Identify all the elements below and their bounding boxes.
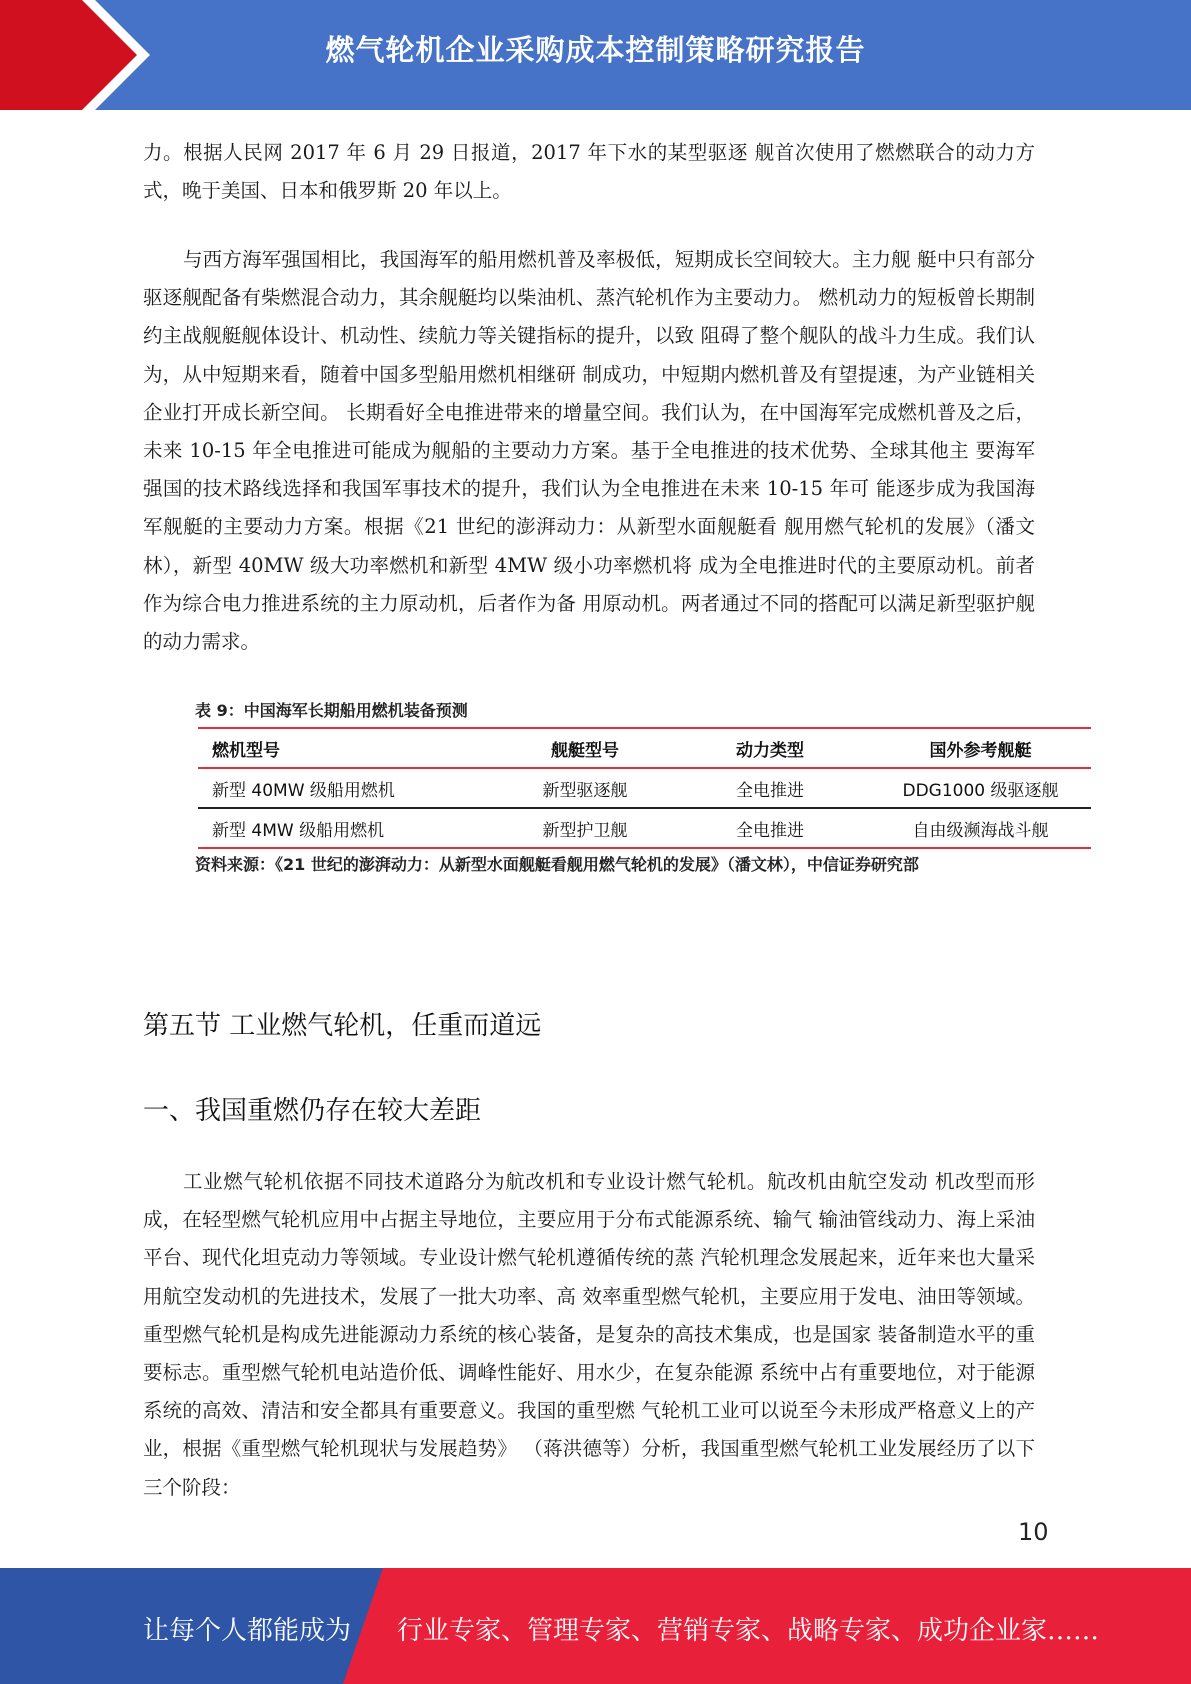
table-header-cell: 燃机型号 [198,728,500,768]
table-cell: 新型护卫舰 [500,808,670,848]
paragraph-3: 工业燃气轮机依据不同技术道路分为航改机和专业设计燃气轮机。航改机由航空发动 机改型而形成，在轻型燃气轮机应用中占据主导地位，主要应用于分布式能源系统、输气 输油管线动力、海上采油平台、现代化坦克动力等领域。专业设计燃气轮机遵循传统的蒸 汽轮机理念发展起来，近年来也大量采用航空发动机的先进技术，发展了一批大功率、高 效率重型燃气轮机，主要应用于发电、油田等领域。 重型燃气轮机是构成先进能源动力系统的核心装备，是复杂的高技术集成，也是国家 装备制造水平的重要标志。重型燃气轮机电站造价低、调峰性能好、用水少，在复杂能源 系统中占有重要地位，对于能源系统的高效、清洁和安全都具有重要意义。我国的重型燃 气轮机工业可以说至今未形成严格意义上的产业，根据《重型燃气轮机现状与发展趋势》 （蒋洪德等）分析，我国重型燃气轮机工业发展经历了以下三个阶段： [143,1170,1035,1499]
table-cell: 自由级濒海战斗舰 [870,808,1091,848]
table-row [198,808,1091,848]
table-header-row [198,728,1091,768]
table-cell: 新型 40MW 级船用燃机 [198,768,500,808]
table-row [198,768,1091,808]
footer-slogan-left: 让每个人都能成为 [143,1616,352,1646]
footer-slogan-right: 行业专家、管理专家、营销专家、战略专家、成功企业家…… [397,1616,1100,1646]
table-cell: 新型驱逐舰 [500,768,670,808]
subsection-heading: 一、我国重燃仍存在较大差距 [143,1096,482,1126]
table-cell: 新型 4MW 级船用燃机 [198,808,500,848]
section-heading: 第五节 工业燃气轮机，任重而道远 [143,1011,542,1041]
table-cell: 全电推进 [670,808,870,848]
table-header-cell: 舰艇型号 [500,728,670,768]
table-cell: 全电推进 [670,768,870,808]
page-header [0,0,1191,110]
forecast-table [198,727,1091,849]
table-header-cell: 动力类型 [670,728,870,768]
paragraph-1: 力。根据人民网 2017 年 6 月 29 日报道，2017 年下水的某型驱逐 舰首次使用了燃燃联合的动力方式，晚于美国、日本和俄罗斯 20 年以上。 [143,141,1035,203]
table-header-cell: 国外参考舰艇 [870,728,1091,768]
page-number: 10 [1018,1518,1049,1546]
table-cell: DDG1000 级驱逐舰 [870,768,1091,808]
report-title: 燃气轮机企业采购成本控制策略研究报告 [325,33,866,67]
table-source: 资料来源：《21 世纪的澎湃动力：从新型水面舰艇看舰用燃气轮机的发展》（潘文林），中信证券研究部 [195,855,919,874]
table-caption: 表 9：中国海军长期船用燃机装备预测 [195,701,468,720]
paragraph-2: 与西方海军强国相比，我国海军的船用燃机普及率极低，短期成长空间较大。主力舰 艇中只有部分驱逐舰配备有柴燃混合动力，其余舰艇均以柴油机、蒸汽轮机作为主要动力。 燃机动力的短板曾长期制约主战舰艇舰体设计、机动性、续航力等关键指标的提升，以致 阻碍了整个舰队的战斗力生成。我们认为，从中短期来看，随着中国多型船用燃机相继研 制成功，中短期内燃机普及有望提速，为产业链相关企业打开成长新空间。 长期看好全电推进带来的增量空间。我们认为，在中国海军完成燃机普及之后，未来 10-15 年全电推进可能成为舰船的主要动力方案。基于全电推进的技术优势、全球其他主 要海军强国的技术路线选择和我国军事技术的提升，我们认为全电推进在未来 10-15 年可 能逐步成为我国海军舰艇的主要动力方案。根据《21 世纪的澎湃动力：从新型水面舰艇看 舰用燃气轮机的发展》（潘文林），新型 40MW 级大功率燃机和新型 4MW 级小功率燃机将 成为全电推进时代的主要原动机。前者作为综合电力推进系统的主力原动机，后者作为备 用原动机。两者通过不同的搭配可以满足新型驱护舰的动力需求。 [143,248,1035,654]
